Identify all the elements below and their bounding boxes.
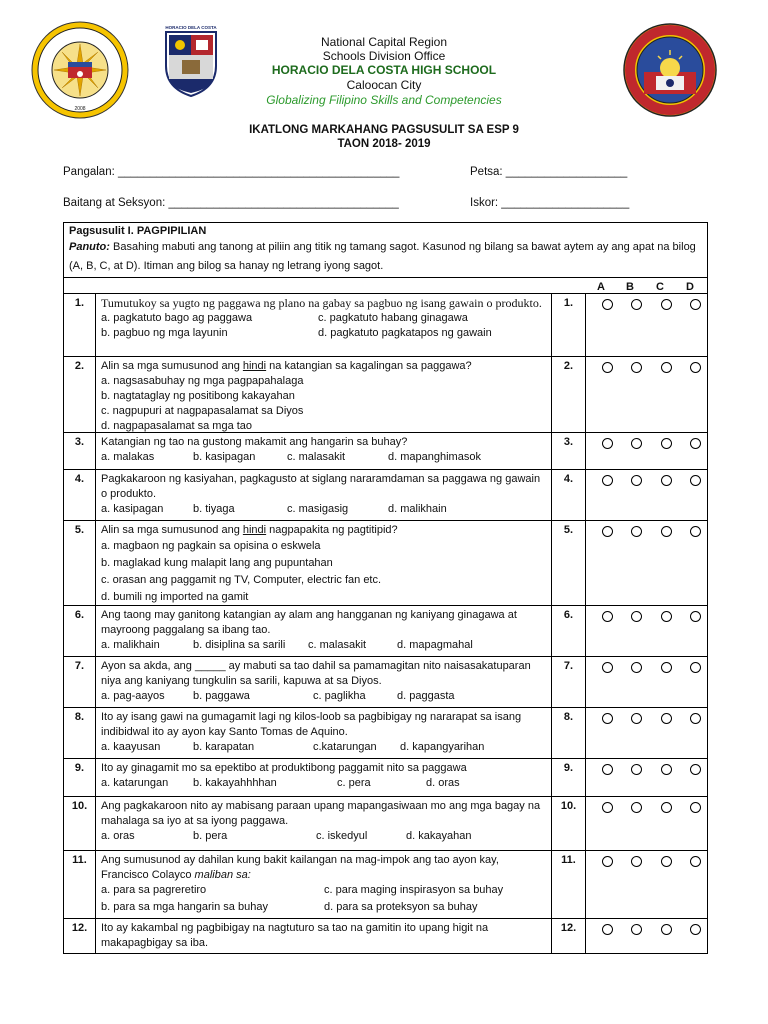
answer-number: 3.: [551, 433, 586, 469]
region-heading: National Capital Region: [320, 35, 448, 49]
school-year: TAON 2018- 2019: [337, 138, 431, 150]
question-cell: [96, 433, 551, 469]
bubble-b[interactable]: [631, 526, 642, 537]
question-text-part: Ang sumusunod ay dahilan kung bakit kailangan na mag-impok ang tao ayon kay, Francisco Colayco: [101, 854, 499, 881]
option-d: d. para sa proteksyon sa buhay: [324, 901, 478, 913]
question-number: 7.: [64, 657, 96, 707]
answer-number: 2.: [551, 357, 586, 432]
question-row: [64, 432, 707, 469]
date-field[interactable]: Petsa: ___________________: [470, 166, 628, 178]
option-c: c. nagpupuri at nagpapasalamat sa Diyos: [101, 405, 304, 417]
instructions-text: [69, 241, 696, 272]
option-c: c. orasan ang paggamit ng TV, Computer, electric fan etc.: [101, 574, 382, 586]
question-number: 1.: [64, 294, 96, 356]
option-b: b. disiplina sa sarili: [193, 639, 286, 651]
question-cell: [96, 708, 551, 758]
option-a: a. para sa pagreretiro: [101, 884, 207, 896]
answer-bubbles: [586, 470, 707, 520]
option-b: b. karapatan: [193, 741, 255, 753]
grade-section-field[interactable]: Baitang at Seksyon: ____________________________________: [63, 197, 399, 209]
bubble-a[interactable]: [602, 662, 613, 673]
bubble-d[interactable]: [690, 475, 701, 486]
bubble-c[interactable]: [661, 438, 672, 449]
bubble-a[interactable]: [602, 713, 613, 724]
bubble-c[interactable]: [661, 924, 672, 935]
name-field[interactable]: Pangalan: ____________________________________________: [63, 166, 400, 178]
answer-number: 9.: [551, 759, 586, 796]
answer-bubbles: [586, 294, 707, 356]
answer-bubbles: [586, 521, 707, 605]
bubble-a[interactable]: [602, 924, 613, 935]
question-cell: [96, 521, 551, 605]
option-b: b. kakayahhhhan: [193, 777, 277, 789]
question-number: 10.: [64, 797, 96, 850]
answer-number: 10.: [551, 797, 586, 850]
bubble-d[interactable]: [690, 362, 701, 373]
answer-number: 11.: [551, 851, 586, 918]
crest-title: HORACIO DELA COSTA: [165, 25, 217, 30]
answer-bubbles: [586, 851, 707, 918]
option-a: a. kasipagan: [101, 503, 164, 515]
option-c: c.katarungan: [313, 741, 377, 753]
question-cell: [96, 759, 551, 796]
bubble-d[interactable]: [690, 924, 701, 935]
bubble-c[interactable]: [661, 856, 672, 867]
bubble-d[interactable]: [690, 764, 701, 775]
option-c: c. malasakit: [308, 639, 367, 651]
bubble-a[interactable]: [602, 438, 613, 449]
question-text: Ang taong may ganitong katangian ay alam ang hangganan ng kaniyang ginagawa at mayroong paggalang sa ibang tao.: [101, 609, 517, 636]
answer-bubbles: [586, 919, 707, 953]
bubble-a[interactable]: [602, 299, 613, 310]
option-c: c. pagkatuto habang ginagawa: [318, 312, 468, 324]
answer-bubbles: [586, 708, 707, 758]
option-c: c. malasakit: [287, 451, 346, 463]
answer-number: 8.: [551, 708, 586, 758]
office-heading: Schools Division Office: [322, 49, 446, 63]
bubble-b[interactable]: [631, 362, 642, 373]
question-text-part: Alin sa mga sumusunod ang: [101, 524, 243, 536]
option-d: d. mapagmahal: [397, 639, 473, 651]
answer-letter-d: D: [686, 281, 694, 293]
question-text: Ito ay isang gawi na gumagamit lagi ng kilos-loob sa pagbibigay ng nararapat sa isang indibidwal ito ay ayon kay Santo Tomas de Aquino.: [101, 711, 522, 738]
exam-title: IKATLONG MARKAHANG PAGSUSULIT SA ESP 9: [249, 124, 519, 136]
question-text-part: Alin sa mga sumusunod ang: [101, 360, 243, 372]
question-text: [101, 359, 546, 374]
bubble-c[interactable]: [661, 526, 672, 537]
option-b: b. pagbuo ng mga layunin: [101, 327, 228, 339]
question-row: [64, 656, 707, 707]
option-b: b. kasipagan: [193, 451, 256, 463]
option-b: b. paggawa: [193, 690, 250, 702]
city-heading: Caloocan City: [346, 78, 422, 92]
question-text: Ito ay ginagamit mo sa epektibo at produktibong paggamit nito sa paggawa: [101, 762, 467, 774]
bubble-a[interactable]: [602, 475, 613, 486]
question-text: [101, 523, 546, 538]
question-cell: [96, 294, 551, 356]
option-d: d. kakayahan: [406, 830, 472, 842]
bubble-b[interactable]: [631, 856, 642, 867]
question-text: [101, 853, 546, 883]
option-c: c. paglikha: [313, 690, 366, 702]
test-table: [63, 222, 708, 954]
question-row: [64, 469, 707, 520]
bubble-a[interactable]: [602, 362, 613, 373]
question-row: [64, 356, 707, 432]
bubble-b[interactable]: [631, 438, 642, 449]
bubble-c[interactable]: [661, 764, 672, 775]
bubble-a[interactable]: [602, 611, 613, 622]
answer-number: 12.: [551, 919, 586, 953]
question-cell: [96, 470, 551, 520]
bubble-a[interactable]: [602, 526, 613, 537]
option-d: d. nagpapasalamat sa mga tao: [101, 420, 253, 432]
bubble-d[interactable]: [690, 526, 701, 537]
question-row: [64, 707, 707, 758]
instructions-lead: Panuto:: [69, 241, 110, 253]
question-number: 6.: [64, 606, 96, 656]
question-row: [64, 796, 707, 850]
option-d: d. malikhain: [388, 503, 447, 515]
question-cell: [96, 919, 551, 953]
question-cell: [96, 357, 551, 432]
bubble-b[interactable]: [631, 713, 642, 724]
option-d: d. paggasta: [397, 690, 455, 702]
bubble-d[interactable]: [690, 438, 701, 449]
option-a: a. malikhain: [101, 639, 160, 651]
option-d: d. oras: [426, 777, 460, 789]
option-a: a. malakas: [101, 451, 155, 463]
question-number: 3.: [64, 433, 96, 469]
bubble-c[interactable]: [661, 475, 672, 486]
answer-bubbles: [586, 797, 707, 850]
question-text-part: na katangian sa kagalingan sa paggawa?: [266, 360, 472, 372]
option-b: b. maglakad kung malapit lang ang pupuntahan: [101, 557, 333, 569]
option-a: a. pagkatuto bago ag paggawa: [101, 312, 253, 324]
question-text: Ito ay kakambal ng pagbibigay na nagtuturo sa tao na gamitin ito upang higit na makapagbigay sa iba.: [101, 922, 489, 949]
answer-bubbles: [586, 657, 707, 707]
answer-letter-c: C: [656, 281, 664, 293]
answer-number: 5.: [551, 521, 586, 605]
question-number: 11.: [64, 851, 96, 918]
question-text-emphasis: hindi: [242, 360, 267, 372]
question-number: 4.: [64, 470, 96, 520]
instructions-body: Basahing mabuti ang tanong at piliin ang titik ng tamang sagot. Kasunod ng bilang sa bawat aytem ay ang apat na bilog (A, B, C, at D). Itiman ang bilog sa hanay ng letrang iyong sagot.: [69, 241, 696, 272]
question-cell: [96, 797, 551, 850]
question-text: Pagkakaroon ng kasiyahan, pagkagusto at siglang nararamdaman sa paggawa ng gawain o produkto.: [101, 473, 541, 500]
question-row: [64, 850, 707, 918]
bubble-c[interactable]: [661, 299, 672, 310]
option-a: a. oras: [101, 830, 135, 842]
answer-number: 6.: [551, 606, 586, 656]
option-b: b. pera: [193, 830, 228, 842]
instructions-block: [64, 223, 707, 278]
bubble-b[interactable]: [631, 662, 642, 673]
seal-year: 2008: [74, 106, 86, 112]
answer-bubbles: [586, 433, 707, 469]
question-number: 12.: [64, 919, 96, 953]
question-number: 5.: [64, 521, 96, 605]
question-cell: [96, 851, 551, 918]
question-row: [64, 605, 707, 656]
bubble-c[interactable]: [661, 611, 672, 622]
question-row: [64, 520, 707, 605]
option-c: c. iskedyul: [316, 830, 368, 842]
answer-letter-a: A: [597, 281, 605, 293]
bubble-c[interactable]: [661, 802, 672, 813]
bubble-a[interactable]: [602, 802, 613, 813]
question-cell: [96, 657, 551, 707]
bubble-c[interactable]: [661, 662, 672, 673]
bubble-c[interactable]: [661, 713, 672, 724]
bubble-a[interactable]: [602, 856, 613, 867]
answer-bubbles: [586, 759, 707, 796]
option-a: a. nagsasabuhay ng mga pagpapahalaga: [101, 375, 304, 387]
answer-letter-b: B: [626, 281, 634, 293]
option-b: b. nagtataglay ng positibong kakayahan: [101, 390, 295, 402]
question-row: [64, 758, 707, 796]
bubble-b[interactable]: [631, 802, 642, 813]
bubble-b[interactable]: [631, 611, 642, 622]
option-a: a. magbaon ng pagkain sa opisina o eskwela: [101, 540, 321, 552]
question-number: 9.: [64, 759, 96, 796]
option-a: a. kaayusan: [101, 741, 161, 753]
bubble-b[interactable]: [631, 924, 642, 935]
option-a: a. katarungan: [101, 777, 169, 789]
question-cell: [96, 606, 551, 656]
question-text-part: nagpapakita ng pagtitipid?: [266, 524, 398, 536]
question-row: [64, 918, 707, 953]
question-text: Ayon sa akda, ang _____ ay mabuti sa tao dahil sa pamamagitan nito naisasakatuparan niya ang kaniyang tungkulin sa sarili, kapuwa at sa Diyos.: [101, 660, 531, 687]
school-name: HORACIO DELA COSTA HIGH SCHOOL: [271, 63, 497, 77]
bubble-d[interactable]: [690, 713, 701, 724]
school-motto: Globalizing Filipino Skills and Competencies: [266, 93, 502, 107]
test-part-title: Pagsusulit I. PAGPIPILIAN: [69, 225, 207, 237]
option-c: c. para maging inspirasyon sa buhay: [324, 884, 504, 896]
option-b: b. tiyaga: [193, 503, 235, 515]
option-b: b. para sa mga hangarin sa buhay: [101, 901, 268, 913]
option-d: d. kapangyarihan: [400, 741, 485, 753]
bubble-c[interactable]: [661, 362, 672, 373]
score-field[interactable]: Iskor: ____________________: [470, 197, 630, 209]
answer-bubbles: [586, 357, 707, 432]
option-d: d. mapanghimasok: [388, 451, 481, 463]
option-c: c. masigasig: [287, 503, 349, 515]
question-text: Ang pagkakaroon nito ay mabisang paraan upang mapangasiwaan mo ang mga bagay na mahalaga sa iyo at sa iyong paggawa.: [101, 800, 541, 827]
question-row: [64, 293, 707, 356]
bubble-b[interactable]: [631, 475, 642, 486]
option-d: d. pagkatuto pagkatapos ng gawain: [318, 327, 492, 339]
bubble-d[interactable]: [690, 802, 701, 813]
option-c: c. pera: [337, 777, 371, 789]
option-d: d. bumili ng imported na gamit: [101, 591, 249, 603]
answer-bubbles: [586, 606, 707, 656]
question-number: 8.: [64, 708, 96, 758]
bubble-b[interactable]: [631, 299, 642, 310]
bubble-d[interactable]: [690, 611, 701, 622]
bubble-d[interactable]: [690, 662, 701, 673]
answer-number: 7.: [551, 657, 586, 707]
bubble-a[interactable]: [602, 764, 613, 775]
bubble-d[interactable]: [690, 856, 701, 867]
question-text-emphasis: hindi: [242, 524, 267, 536]
answer-number: 4.: [551, 470, 586, 520]
bubble-b[interactable]: [631, 764, 642, 775]
question-text: Tumutukoy sa yugto ng paggawa ng plano na gabay sa pagbuo ng isang gawain o produkto.: [101, 296, 542, 310]
option-a: a. pag-aayos: [101, 690, 165, 702]
question-text: Katangian ng tao na gustong makamit ang hangarin sa buhay?: [101, 436, 408, 448]
answer-number: 1.: [551, 294, 586, 356]
question-text-emphasis: maliban sa:: [194, 869, 251, 881]
question-number: 2.: [64, 357, 96, 432]
bubble-d[interactable]: [690, 299, 701, 310]
